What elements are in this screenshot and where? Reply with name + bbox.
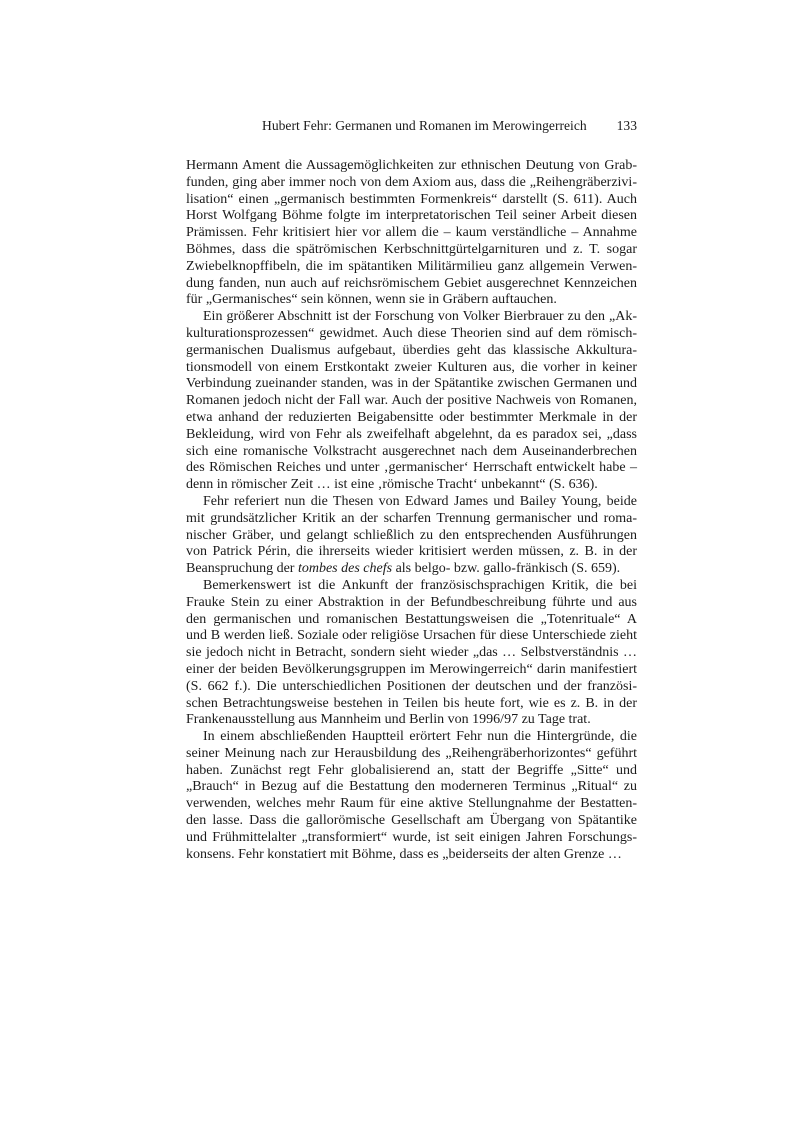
text-line: Frankenausstellung aus Mannheim und Berlin von 1996/97 zu Tage trat.: [186, 712, 591, 728]
text-line: kulturationsprozessen“ gewidmet. Auch diese Theorien sind auf dem römisch-: [186, 325, 637, 341]
text-line: seiner Meinung nach zur Herausbildung des „Reihengräberhorizontes“ geführt: [186, 745, 637, 761]
text-line: Bemerkenswert ist die Ankunft der französischsprachigen Kritik, die bei: [203, 577, 637, 593]
paragraph: [186, 578, 637, 729]
running-title: Hubert Fehr: Germanen und Romanen im Merowingerreich: [262, 118, 587, 133]
text-line: Bekleidung, wird von Fehr als zweifelhaft abgelehnt, da es paradox sei, „dass: [186, 426, 637, 442]
text-line: „Brauch“ in Bezug auf die Bestattung den moderneren Terminus „Ritual“ zu: [186, 779, 637, 795]
text-line: Fehr referiert nun die Thesen von Edward James und Bailey Young, beide: [203, 493, 637, 509]
paragraph: [186, 158, 637, 309]
paragraph: [186, 494, 637, 578]
text-line: dung fanden, nun auch auf reichsrömischem Gebiet ausgerechnet Kennzeichen: [186, 275, 637, 291]
text-line: schen Betrachtungsweise bestehen in Teilen bis heute fort, wie es z. B. in der: [186, 695, 637, 711]
text-line: mit grundsätzlicher Kritik an der scharfen Trennung germanischer und roma-: [186, 510, 637, 526]
text-line: etwa anhand der reduzierten Beigabensitte oder bestimmter Merkmale in der: [186, 409, 637, 425]
text-line: germanischen Dualismus aufgebaut, überdies geht das klassische Akkultura-: [186, 342, 637, 358]
text-line: Frauke Stein zu einer Abstraktion in der Befundbeschreibung führte und aus: [186, 594, 637, 610]
text-line: und B werden ließ. Soziale oder religiöse Ursachen für diese Unterschiede zieht: [186, 628, 637, 644]
text-line: sich eine romanische Volkstracht ausgerechnet nach dem Auseinanderbrechen: [186, 443, 637, 459]
paragraph: [186, 309, 637, 494]
text-line: Ein größerer Abschnitt ist der Forschung von Volker Bierbrauer zu den „Ak-: [203, 309, 637, 325]
text-line: Verbindung zueinander standen, was in der Spätantike zwischen Germanen und: [186, 376, 637, 392]
text-line: denn in römischer Zeit … ist eine ‚römische Tracht‘ unbekannt“ (S. 636).: [186, 477, 598, 493]
text-line: [186, 561, 637, 578]
text-line: und Frühmittelalter „transformiert“ wurde, ist seit einigen Jahren Forschungs-: [186, 829, 637, 845]
text-line: einer der beiden Bevölkerungsgruppen im Merowingerreich“ darin manifestiert: [186, 661, 637, 677]
text-line: Prämissen. Fehr kritisiert hier vor allem die – kaum verständliche – Annahme: [186, 225, 637, 241]
text-line: funden, ging aber immer noch von dem Axiom aus, dass die „Reihengräberzivi-: [186, 174, 637, 190]
body-text: [186, 158, 637, 863]
text-line: Zwiebelknopffibeln, die im spätantiken Militärmilieu ganz allgemein Verwen-: [186, 258, 637, 274]
page-number: 133: [616, 118, 637, 133]
text-line: tionsmodell von einem Erstkontakt zweier Kulturen aus, die vorher in keiner: [186, 359, 637, 375]
text-line: des Römischen Reiches und unter ‚germanischer‘ Herrschaft entwickelt habe –: [186, 460, 637, 476]
running-header: [186, 118, 637, 136]
text-line: für „Germanisches“ sein können, wenn sie in Gräbern auftauchen.: [186, 292, 557, 308]
italic-term: tombes des chefs: [297, 561, 393, 577]
text-segment: als belgo- bzw. gallo-fränkisch (S. 659).: [392, 561, 621, 577]
text-line: nischer Gräber, und gelangt schließlich zu den entsprechenden Ausführungen: [186, 527, 637, 543]
text-line: sie jedoch nicht in Betracht, sondern sieht wieder „das … Selbstverständnis …: [186, 645, 637, 661]
text-segment: Beanspruchung der: [186, 561, 298, 577]
paragraph: [186, 729, 637, 863]
text-line: haben. Zunächst regt Fehr globalisierend an, statt der Begriffe „Sitte“ und: [186, 762, 637, 778]
text-line: (S. 662 f.). Die unterschiedlichen Positionen der deutschen und der französi-: [186, 678, 637, 694]
text-line: den lasse. Dass die gallorömische Gesellschaft am Übergang von Spätantike: [186, 813, 637, 829]
text-line: Romanen jedoch nicht der Fall war. Auch der positive Nachweis von Romanen,: [186, 393, 637, 409]
text-line: verwenden, welches mehr Raum für eine aktive Stellungnahme der Bestatten-: [186, 796, 637, 812]
text-line: Hermann Ament die Aussagemöglichkeiten zur ethnischen Deutung von Grab-: [186, 158, 637, 173]
text-line: konsens. Fehr konstatiert mit Böhme, dass es „beiderseits der alten Grenze …: [186, 846, 622, 862]
text-line: In einem abschließenden Hauptteil erörtert Fehr nun die Hintergründe, die: [203, 729, 637, 745]
text-line: lisation“ einen „germanisch bestimmten Formenkreis“ darstellt (S. 611). Auch: [186, 191, 637, 207]
text-line: Böhmes, dass die spätrömischen Kerbschnittgürtelgarnituren und z. T. sogar: [186, 241, 637, 257]
text-line: von Patrick Périn, die ihrerseits wieder kritisiert werden müssen, z. B. in der: [186, 544, 637, 560]
text-line: den germanischen und romanischen Bestattungsweisen die „Totenrituale“ A: [186, 611, 637, 627]
text-line: Horst Wolfgang Böhme folgte im interpretatorischen Teil seiner Arbeit diesen: [186, 208, 637, 224]
